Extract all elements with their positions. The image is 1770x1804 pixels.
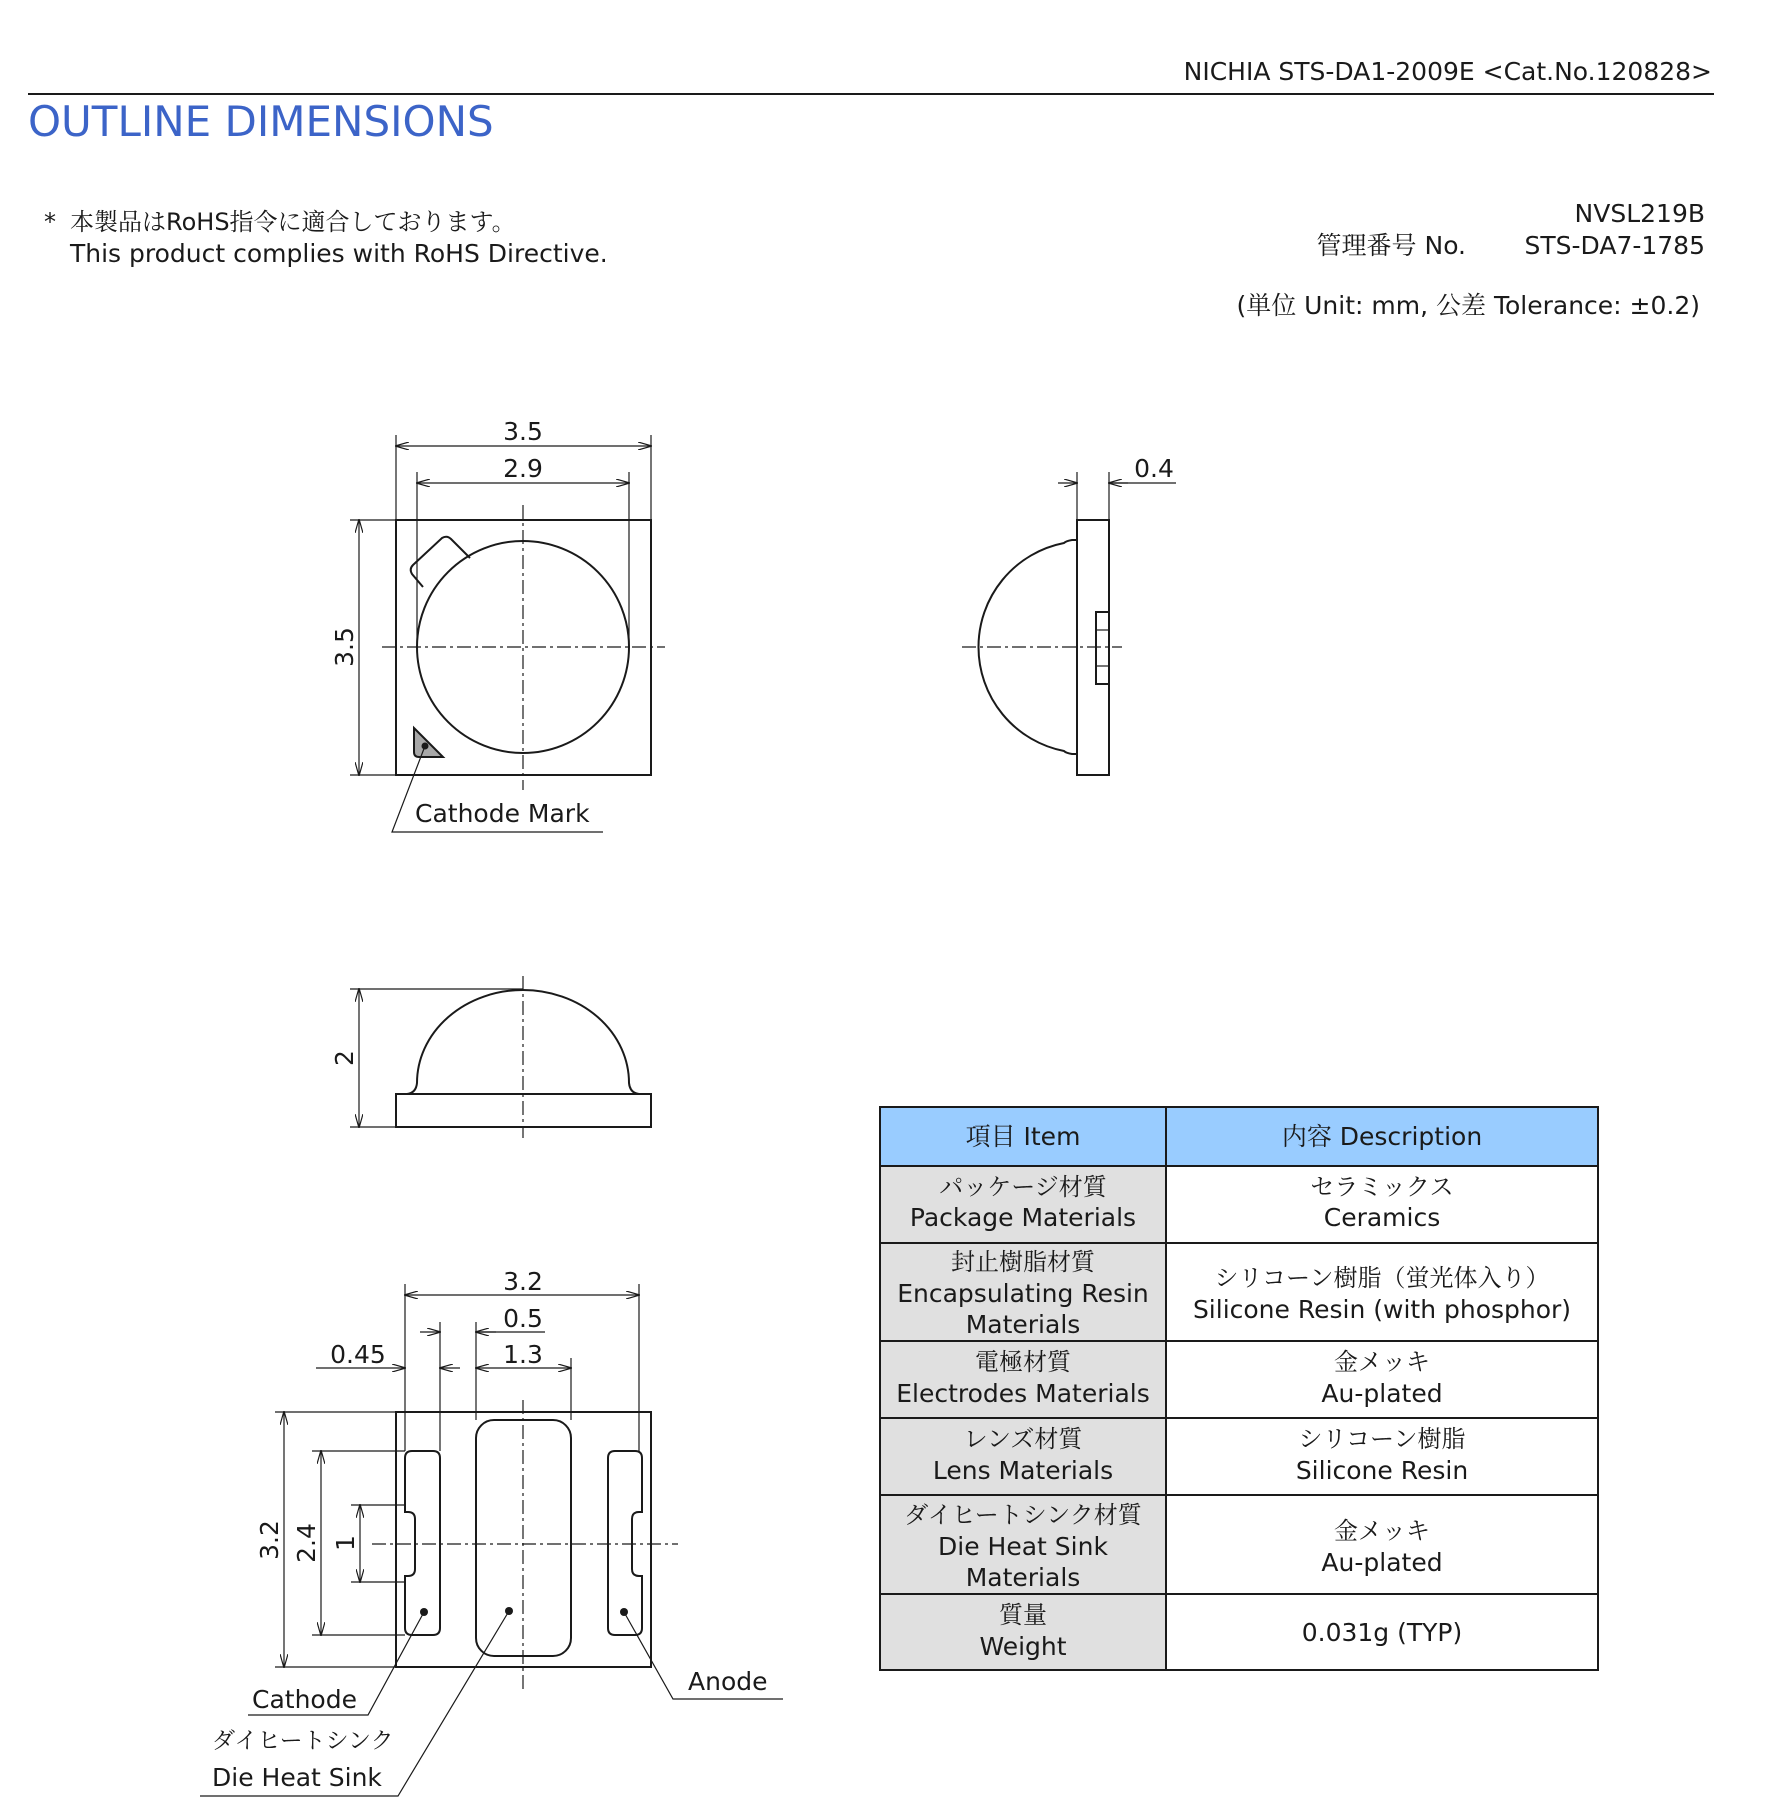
- row3-desc-en: Au-plated: [1321, 1379, 1443, 1408]
- dim-top-width-label: 3.5: [503, 417, 543, 446]
- row3-item-ja: 電極材質: [975, 1348, 1071, 1376]
- row5-item-en2: Materials: [965, 1563, 1081, 1592]
- row1-item-en: Package Materials: [909, 1203, 1137, 1232]
- row4-desc-ja: シリコーン樹脂: [1298, 1425, 1466, 1453]
- row3-desc-ja: 金メッキ: [1334, 1348, 1430, 1376]
- top-view-lens: [417, 541, 629, 753]
- dim-bottom-gap-label: 0.5: [503, 1304, 543, 1333]
- row1-desc-en: Ceramics: [1323, 1203, 1441, 1232]
- rohs-note-ja: 本製品はRoHS指令に適合しております。: [70, 208, 516, 236]
- row5-item-ja: ダイヒートシンク材質: [904, 1501, 1142, 1529]
- top-view: [330, 417, 665, 832]
- die-heat-sink-label-en: Die Heat Sink: [212, 1763, 382, 1792]
- dim-top-height-label: 3.5: [330, 627, 359, 667]
- materials-table: [880, 1107, 1598, 1670]
- rohs-asterisk: *: [44, 208, 56, 236]
- row4-desc-en: Silicone Resin: [1295, 1456, 1469, 1485]
- cathode-mark-label: Cathode Mark: [415, 799, 590, 828]
- anode-label: Anode: [688, 1667, 768, 1696]
- dim-bottom-notch-label: 1: [331, 1535, 360, 1551]
- dim-front-height-label: 2: [330, 1050, 359, 1066]
- dim-bottom-pad-label: 2.4: [292, 1523, 321, 1563]
- row1-item-ja: パッケージ材質: [939, 1173, 1107, 1201]
- row2-item-ja: 封止樹脂材質: [951, 1248, 1095, 1276]
- dim-bottom-heatsink-label: 1.3: [503, 1340, 543, 1369]
- dim-bottom-width-label: 3.2: [503, 1267, 543, 1296]
- bottom-view: [200, 1267, 783, 1796]
- row2-desc-ja: シリコーン樹脂（蛍光体入り）: [1214, 1264, 1550, 1292]
- side-view: [962, 454, 1176, 775]
- dim-bottom-electrode-label: 0.45: [330, 1340, 386, 1369]
- row4-item-en: Lens Materials: [932, 1456, 1114, 1485]
- die-heat-sink-label-ja: ダイヒートシンク: [212, 1728, 394, 1754]
- management-label: 管理番号 No.: [1316, 231, 1466, 260]
- row5-desc-ja: 金メッキ: [1334, 1517, 1430, 1545]
- row2-item-en: Encapsulating Resin: [897, 1279, 1149, 1308]
- document-reference: NICHIA STS-DA1-2009E <Cat.No.120828>: [1183, 57, 1712, 86]
- front-view: [330, 976, 651, 1138]
- row2-desc-en: Silicone Resin (with phosphor): [1192, 1295, 1572, 1324]
- row5-desc-en: Au-plated: [1321, 1548, 1443, 1577]
- anode-electrode-pad: [608, 1451, 642, 1635]
- row4-item-ja: レンズ材質: [963, 1425, 1083, 1453]
- dim-side-thickness-label: 0.4: [1134, 454, 1174, 483]
- row6-desc: 0.031g (TYP): [1301, 1618, 1463, 1647]
- model-number: NVSL219B: [1574, 199, 1705, 228]
- cathode-mark-icon: [414, 728, 443, 757]
- row6-item-en: Weight: [979, 1632, 1067, 1661]
- cathode-electrode-pad: [405, 1451, 440, 1635]
- table-header-item: 項目 Item: [965, 1122, 1081, 1151]
- page-title: OUTLINE DIMENSIONS: [28, 97, 494, 146]
- side-view-electrode: [1096, 612, 1109, 684]
- row6-item-ja: 質量: [999, 1601, 1047, 1629]
- row1-desc-ja: セラミックス: [1310, 1173, 1454, 1201]
- cathode-label: Cathode: [252, 1685, 357, 1714]
- dim-top-lens-label: 2.9: [503, 454, 543, 483]
- table-header-description: 内容 Description: [1281, 1122, 1483, 1151]
- management-number: STS-DA7-1785: [1524, 231, 1705, 260]
- rohs-note-en: This product complies with RoHS Directive.: [70, 239, 608, 268]
- row2-item-en2: Materials: [965, 1310, 1081, 1339]
- row5-item-en: Die Heat Sink: [938, 1532, 1108, 1561]
- unit-tolerance-note: (単位 Unit: mm, 公差 Tolerance: ±0.2): [1236, 291, 1700, 320]
- dim-bottom-height-label: 3.2: [255, 1520, 284, 1560]
- row3-item-en: Electrodes Materials: [896, 1379, 1150, 1408]
